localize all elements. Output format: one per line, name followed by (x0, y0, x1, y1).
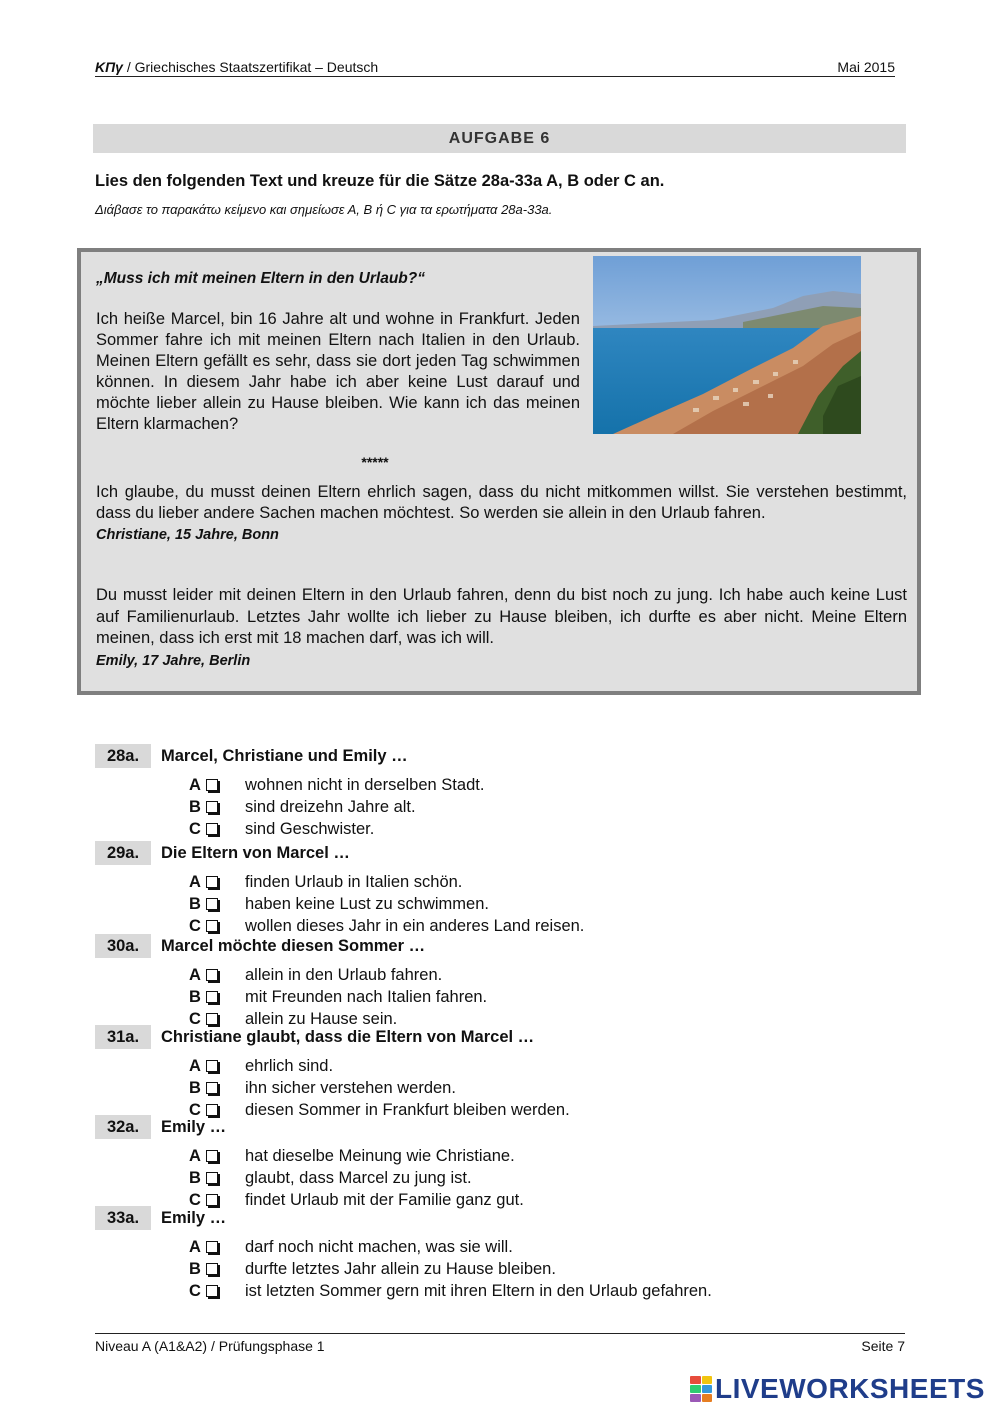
logo-text: LIVEWORKSHEETS (715, 1373, 985, 1404)
header-left (95, 59, 378, 75)
option-text: wollen dieses Jahr in ein anderes Land reisen. (245, 917, 585, 935)
checkbox-icon[interactable] (206, 779, 218, 791)
option-letter: C (189, 1010, 201, 1028)
answer-option (189, 796, 416, 818)
option-text: sind Geschwister. (245, 820, 375, 838)
reading-text-box (77, 248, 921, 695)
checkbox-icon[interactable] (206, 1172, 218, 1184)
option-letter: B (189, 1079, 201, 1097)
text-paragraph-christiane (96, 482, 907, 546)
emily-text: Du musst leider mit deinen Eltern in den Urlaub fahren, denn du bist noch zu jung. Ich habe auch keine Lust auf Familienurlaub. Letztes Jahr wollte ich lieber zu Hause bleiben, ich durfte es aber nicht. Meine Eltern meinen, dass ich erst mit 18 machen darf, was ich will. (96, 586, 907, 647)
footer-page-number: Seite 7 (861, 1338, 905, 1354)
footer-level: Niveau A (A1&A2) / Prüfungsphase 1 (95, 1338, 325, 1354)
option-letter: B (189, 1260, 201, 1278)
answer-option (189, 964, 443, 986)
question-stem: Marcel möchte diesen Sommer … (161, 937, 426, 955)
checkbox-icon[interactable] (206, 898, 218, 910)
answer-option (189, 1236, 513, 1258)
answer-option (189, 1167, 472, 1189)
option-text: durfte letztes Jahr allein zu Hause bleiben. (245, 1260, 556, 1278)
answer-option (189, 1055, 334, 1077)
checkbox-icon[interactable] (206, 1241, 218, 1253)
option-text: diesen Sommer in Frankfurt bleiben werden. (245, 1101, 570, 1119)
option-letter: C (189, 917, 201, 935)
task-title: AUFGABE 6 (93, 124, 906, 153)
answer-option (189, 893, 489, 915)
instruction-greek: Διάβασε το παρακάτω κείμενο και σημείωσε Α, Β ή C για τα ερωτήματα 28a-33a. (95, 202, 553, 217)
liveworksheets-logo (690, 1374, 985, 1404)
answer-option (189, 1145, 515, 1167)
option-text: allein in den Urlaub fahren. (245, 966, 443, 984)
answer-option (189, 871, 463, 893)
option-letter: A (189, 776, 201, 794)
option-text: darf noch nicht machen, was sie will. (245, 1238, 513, 1256)
option-text: sind dreizehn Jahre alt. (245, 798, 416, 816)
checkbox-icon[interactable] (206, 1263, 218, 1275)
christiane-text: Ich glaube, du musst deinen Eltern ehrlich sagen, dass du nicht mitkommen willst. Sie verstehen bestimmt, dass du lieber andere Sachen machen möchtest. So werden sie allein in den Urlaub fahren. (96, 483, 907, 522)
header-separator: / (122, 59, 135, 75)
question-stem: Marcel, Christiane und Emily … (161, 747, 408, 765)
page-header (95, 58, 895, 77)
option-text: haben keine Lust zu schwimmen. (245, 895, 489, 913)
checkbox-icon[interactable] (206, 1285, 218, 1297)
text-separator (81, 454, 917, 470)
question-stem: Emily … (161, 1209, 227, 1227)
question-number: 28a. (95, 744, 151, 768)
question-stem: Christiane glaubt, dass die Eltern von Marcel … (161, 1028, 535, 1046)
option-letter: A (189, 873, 201, 891)
question-stem: Die Eltern von Marcel … (161, 844, 350, 862)
question-number: 29a. (95, 841, 151, 865)
option-text: finden Urlaub in Italien schön. (245, 873, 463, 891)
checkbox-icon[interactable] (206, 1150, 218, 1162)
option-text: hat dieselbe Meinung wie Christiane. (245, 1147, 515, 1165)
checkbox-icon[interactable] (206, 1194, 218, 1206)
header-title: Griechisches Staatszertifikat – Deutsch (134, 59, 379, 75)
option-letter: A (189, 966, 201, 984)
separator-stars: ***** (361, 454, 389, 470)
option-letter: A (189, 1238, 201, 1256)
answer-option (189, 1258, 556, 1280)
option-text: mit Freunden nach Italien fahren. (245, 988, 488, 1006)
instruction-german: Lies den folgenden Text und kreuze für die Sätze 28a-33a A, B oder C an. (95, 172, 665, 190)
answer-option (189, 1280, 712, 1302)
text-paragraph-emily (96, 585, 907, 672)
option-letter: C (189, 1282, 201, 1300)
answer-option (189, 774, 485, 796)
option-text: ist letzten Sommer gern mit ihren Eltern in den Urlaub gefahren. (245, 1282, 712, 1300)
checkbox-icon[interactable] (206, 1013, 218, 1025)
option-text: allein zu Hause sein. (245, 1010, 398, 1028)
option-text: findet Urlaub mit der Familie ganz gut. (245, 1191, 524, 1209)
checkbox-icon[interactable] (206, 823, 218, 835)
question-number: 30a. (95, 934, 151, 958)
option-letter: C (189, 820, 201, 838)
coastline-photo (593, 256, 861, 434)
checkbox-icon[interactable] (206, 1060, 218, 1072)
option-letter: B (189, 1169, 201, 1187)
option-letter: B (189, 988, 201, 1006)
header-date: Mai 2015 (837, 59, 895, 75)
option-letter: A (189, 1147, 201, 1165)
option-letter: B (189, 895, 201, 913)
header-code: ΚΠγ (95, 59, 123, 75)
option-text: ihn sicher verstehen werden. (245, 1079, 456, 1097)
logo-mark-icon (690, 1376, 712, 1402)
checkbox-icon[interactable] (206, 1082, 218, 1094)
checkbox-icon[interactable] (206, 969, 218, 981)
option-letter: A (189, 1057, 201, 1075)
text-title: „Muss ich mit meinen Eltern in den Urlaub?“ (96, 270, 425, 287)
option-letter: C (189, 1191, 201, 1209)
author-emily: Emily, 17 Jahre, Berlin (96, 652, 251, 669)
checkbox-icon[interactable] (206, 991, 218, 1003)
text-paragraph-marcel: Ich heiße Marcel, bin 16 Jahre alt und wohne in Frankfurt. Jeden Sommer fahre ich mit meinen Eltern nach Italien in den Urlaub. Meinen Eltern gefällt es sehr, dass sie dort jeden Tag schwimmen können. In diesem Jahr habe ich aber keine Lust darauf und möchte lieber allein zu Hause bleiben. Wie kann ich das meinen Eltern klarmachen? (96, 310, 580, 433)
author-christiane: Christiane, 15 Jahre, Bonn (96, 527, 279, 543)
question-number: 31a. (95, 1025, 151, 1049)
question-number: 32a. (95, 1115, 151, 1139)
checkbox-icon[interactable] (206, 801, 218, 813)
checkbox-icon[interactable] (206, 920, 218, 932)
question-number: 33a. (95, 1206, 151, 1230)
option-text: wohnen nicht in derselben Stadt. (245, 776, 485, 794)
option-letter: B (189, 798, 201, 816)
checkbox-icon[interactable] (206, 876, 218, 888)
answer-option (189, 1077, 456, 1099)
answer-option (189, 986, 488, 1008)
page-footer (95, 1333, 905, 1354)
option-text: glaubt, dass Marcel zu jung ist. (245, 1169, 472, 1187)
answer-option (189, 818, 375, 840)
option-letter: C (189, 1101, 201, 1119)
question-stem: Emily … (161, 1118, 227, 1136)
option-text: ehrlich sind. (245, 1057, 334, 1075)
